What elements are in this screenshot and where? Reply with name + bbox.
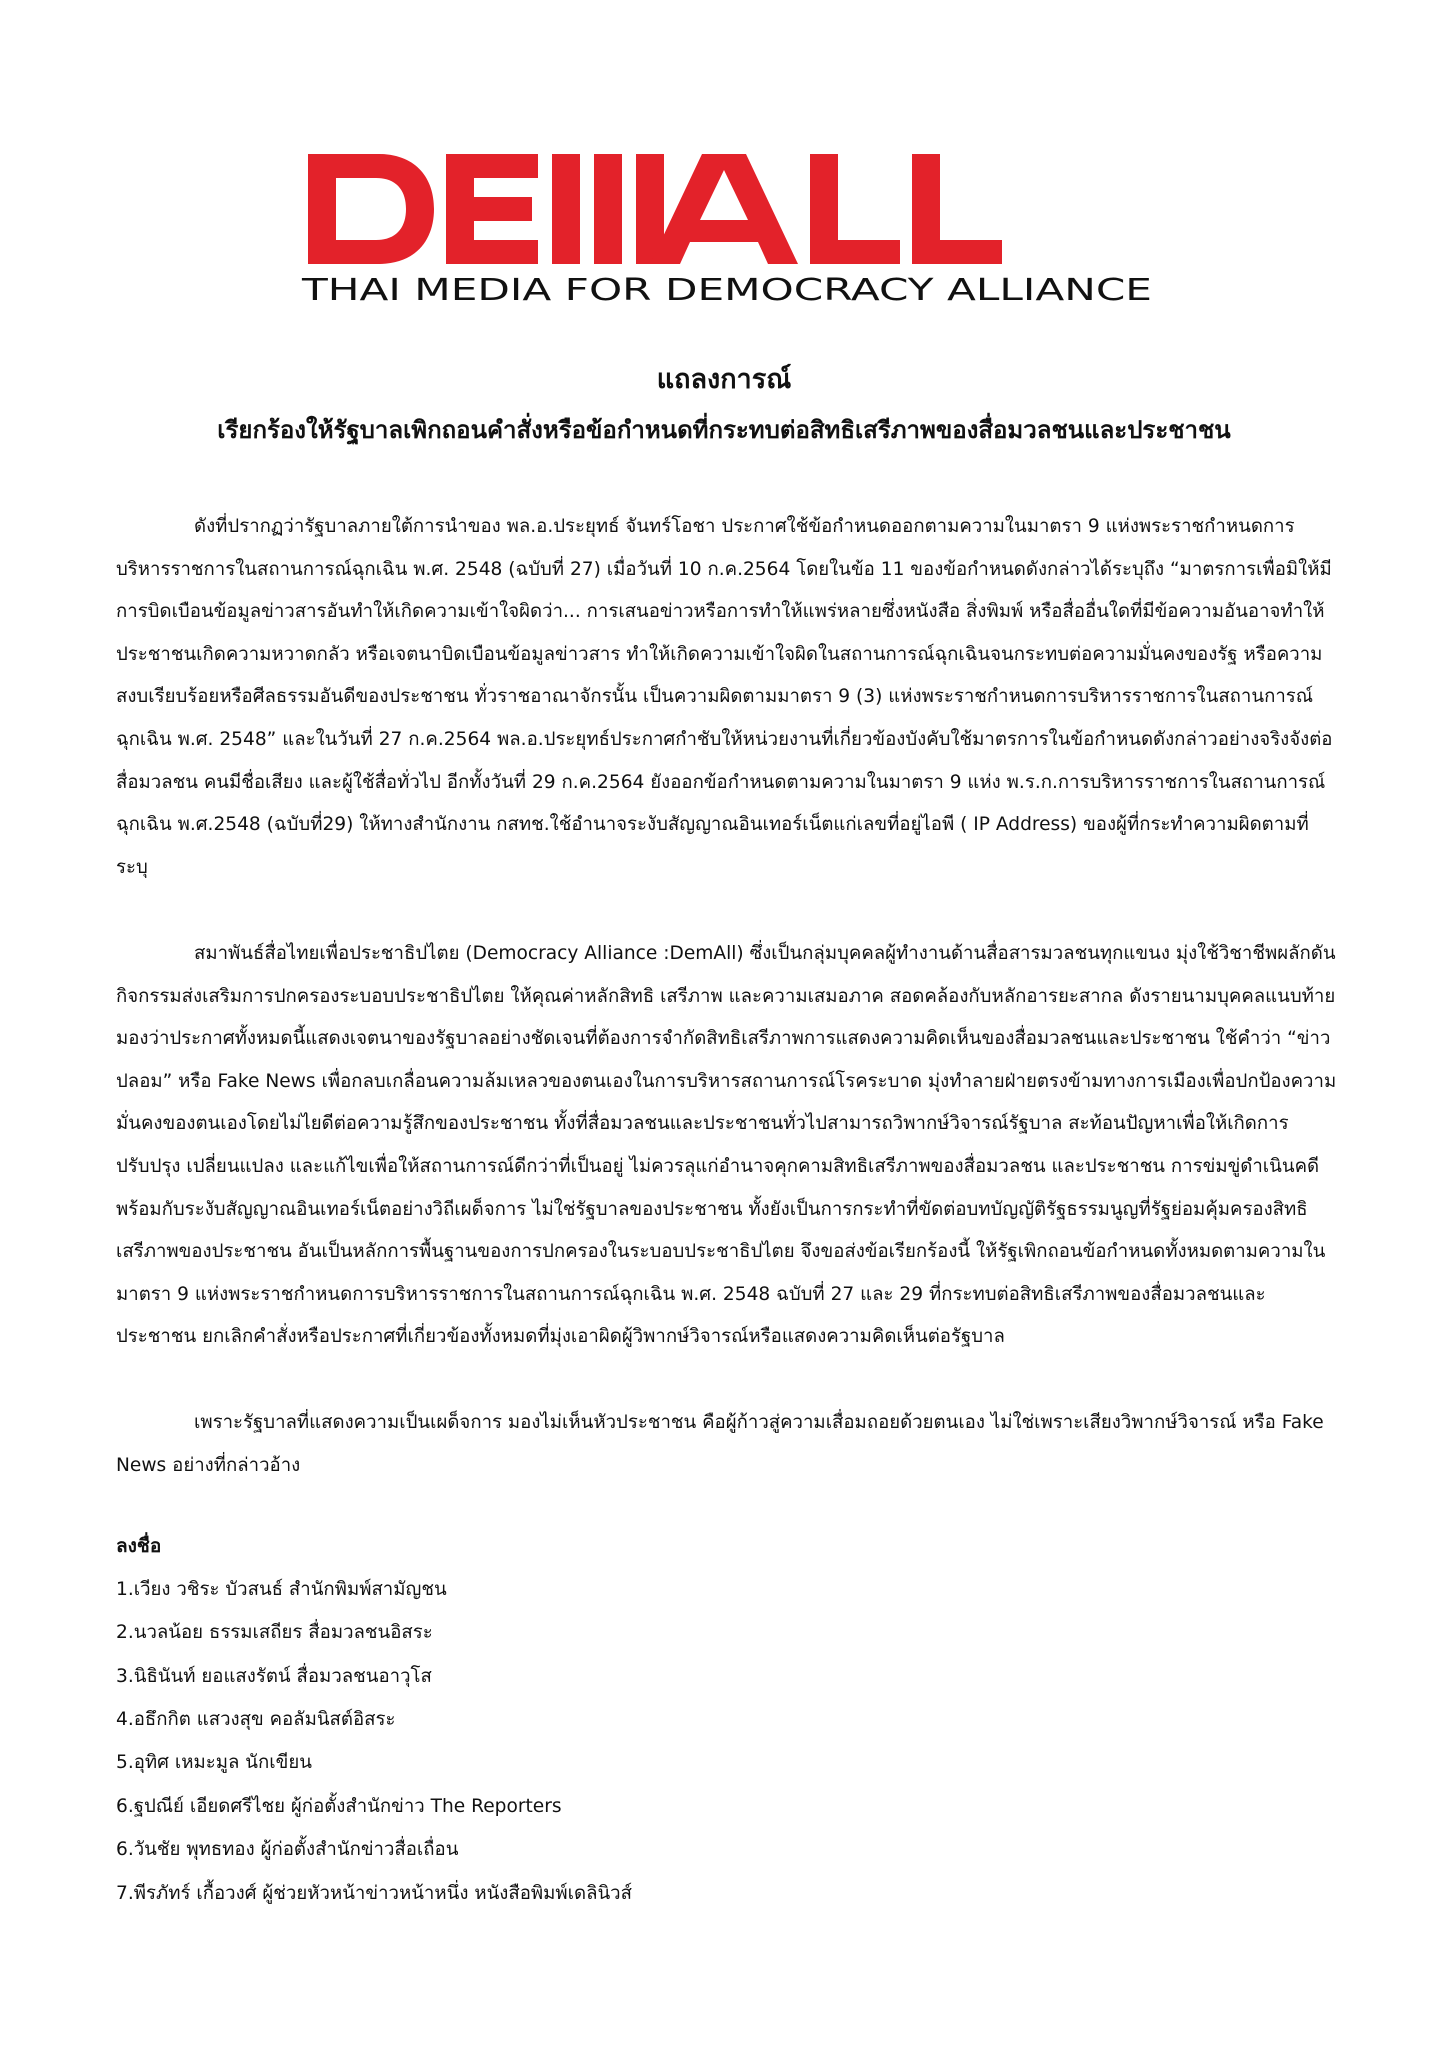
document-title: แถลงการณ์ (656, 364, 792, 395)
logo-letter-m-bar-2 (594, 154, 622, 264)
title-block (0, 360, 1448, 450)
signatory-item: 3.นิธินันท์ ยอแสงรัตน์ สื่อมวลชนอาวุโส (116, 1665, 432, 1687)
logo-graphic (300, 150, 1168, 310)
signatories-heading: ลงชื่อ (116, 1535, 162, 1558)
signatory-item: 2.นวลน้อย ธรรมเสถียร สื่อมวลชนอิสระ (116, 1622, 433, 1644)
document-body (116, 506, 1338, 1915)
signatory-item: 7.พีรภัทร์ เกื้อวงศ์ ผู้ช่วยหัวหน้าข่าวหน้าหนึ่ง หนังสือพิมพ์เดลินิวส์ (116, 1882, 632, 1904)
logo-letter-a (650, 154, 798, 264)
logo-letter-e (446, 154, 538, 264)
paragraph-1-text: ดังที่ปรากฏว่ารัฐบาลภายใต้การนำของ พล.อ.ประยุทธ์ จันทร์โอชา ประกาศใช้ข้อกำหนดออกตามความในมาตรา 9 แห่งพระราชกำหนดการบริหารราชการในสถานการณ์ฉุกเฉิน พ.ศ. 2548 (ฉบับที่ 27) เมื่อวันที่ 10 ก.ค.2564 โดยในข้อ 11 ของข้อกำหนดดังกล่าวได้ระบุถึง “มาตรการเพื่อมิให้มีการบิดเบือนข้อมูลข่าวสารอันทำให้เกิดความเข้าใจผิดว่า... การเสนอข่าวหรือการทำให้แพร่หลายซึ่งหนังสือ สิ่งพิมพ์ หรือสื่ออื่นใดที่มีข้อความอันอาจทำให้ประชาชนเกิดความหวาดกลัว หรือเจตนาบิดเบือนข้อมูลข่าวสาร ทำให้เกิดความเข้าใจผิดในสถานการณ์ฉุกเฉินจนกระทบต่อความมั่นคงของรัฐ หรือความสงบเรียบร้อยหรือศีลธรรมอันดีของประชาชน ทั่วราชอาณาจักรนั้น เป็นความผิดตามมาตรา 9 (3) แห่งพระราชกำหนดการบริหารราชการในสถานการณ์ฉุกเฉิน พ.ศ. 2548” และในวันที่ 27 ก.ค.2564 พล.อ.ประยุทธ์ประกาศกำชับให้หน่วยงานที่เกี่ยวข้องบังคับใช้มาตรการในข้อกำหนดดังกล่าวอย่างจริงจังต่อสื่อมวลชน คนมีชื่อเสียง และผู้ใช้สื่อทั่วไป อีกทั้งวันที่ 29 ก.ค.2564 ยังออกข้อกำหนดตามความในมาตรา 9 แห่ง พ.ร.ก.การบริหารราชการในสถานการณ์ฉุกเฉิน พ.ศ.2548 (ฉบับที่29) ให้ทางสำนักงาน กสทช.ใช้อำนาจระงับสัญญาณอินเทอร์เน็ตแก่เลขที่อยู่ไอพี ( IP Address) ของผู้ที่กระทำความผิดตามที่ระบุ (116, 516, 1333, 878)
logo-wordmark (308, 154, 1002, 264)
signatory-item: 6.วันชัย พุทธทอง ผู้ก่อตั้งสำนักข่าวสื่อเถื่อน (116, 1839, 459, 1861)
paragraph-2 (116, 933, 1338, 1359)
logo-letter-m-bar-1 (552, 154, 580, 264)
logo-letter-l-2 (912, 154, 1002, 264)
logo-tagline: THAI MEDIA FOR DEMOCRACY ALLIANCE (300, 273, 1152, 308)
demall-logo (300, 150, 1168, 310)
paragraph-3-text: เพราะรัฐบาลที่แสดงความเป็นเผด็จการ มองไม่เห็นหัวประชาชน คือผู้ก้าวสู่ความเสื่อมถอยด้วยตนเอง ไม่ใช่เพราะเสียงวิพากษ์วิจารณ์ หรือ Fake News อย่างที่กล่าวอ้าง (116, 1411, 1324, 1476)
signatories-list (116, 1568, 1338, 1915)
signatory-item: 4.อธึกกิต แสวงสุข คอลัมนิสต์อิสระ (116, 1708, 396, 1730)
paragraph-3 (116, 1402, 1338, 1487)
logo-letter-d (308, 154, 434, 264)
document-subtitle: เรียกร้องให้รัฐบาลเพิกถอนคำสั่งหรือข้อกำหนดที่กระทบต่อสิทธิเสรีภาพของสื่อมวลชนและประชาชน (217, 416, 1231, 444)
paragraph-1 (116, 506, 1338, 890)
paragraph-2-text: สมาพันธ์สื่อไทยเพื่อประชาธิปไตย (Democracy Alliance :DemAll) ซึ่งเป็นกลุ่มบุคคลผู้ทำงานด้านสื่อสารมวลชนทุกแขนง มุ่งใช้วิชาชีพผลักดันกิจกรรมส่งเสริมการปกครองระบอบประชาธิปไตย ให้คุณค่าหลักสิทธิ เสรีภาพ และความเสมอภาค สอดคล้องกับหลักอารยะสากล ดังรายนามบุคคลแนบท้าย มองว่าประกาศทั้งหมดนี้แสดงเจตนาของรัฐบาลอย่างชัดเจนที่ต้องการจำกัดสิทธิเสรีภาพการแสดงความคิดเห็นของสื่อมวลชนและประชาชน ใช้คำว่า “ข่าวปลอม” หรือ Fake News เพื่อกลบเกลื่อนความล้มเหลวของตนเองในการบริหารสถานการณ์โรคระบาด มุ่งทำลายฝ่ายตรงข้ามทางการเมืองเพื่อปกป้องความมั่นคงของตนเองโดยไม่ไยดีต่อความรู้สึกของประชาชน ทั้งที่สื่อมวลชนและประชาชนทั่วไปสามารถวิพากษ์วิจารณ์รัฐบาล สะท้อนปัญหาเพื่อให้เกิดการปรับปรุง เปลี่ยนแปลง และแก้ไขเพื่อให้สถานการณ์ดีกว่าที่เป็นอยู่ ไม่ควรลุแก่อำนาจคุกคามสิทธิเสรีภาพของสื่อมวลชน และประชาชน การข่มขู่ดำเนินคดีพร้อมกับระงับสัญญาณอินเทอร์เน็ตอย่างวิถีเผด็จการ ไม่ใช่รัฐบาลของประชาชน ทั้งยังเป็นการกระทำที่ขัดต่อบทบัญญัติรัฐธรรมนูญที่รัฐย่อมคุ้มครองสิทธิเสรีภาพของประชาชน อันเป็นหลักการพื้นฐานของการปกครองในระบอบประชาธิปไตย จึงขอส่งข้อเรียกร้องนี้ ให้รัฐเพิกถอนข้อกำหนดทั้งหมดตามความในมาตรา 9 แห่งพระราชกำหนดการบริหารราชการในสถานการณ์ฉุกเฉิน พ.ศ. 2548 ฉบับที่ 27 และ 29 ที่กระทบต่อสิทธิเสรีภาพของสื่อมวลชนและประชาชน ยกเลิกคำสั่งหรือประกาศที่เกี่ยวข้องทั้งหมดที่มุ่งเอาผิดผู้วิพากษ์วิจารณ์หรือแสดงความคิดเห็นต่อรัฐบาล (116, 943, 1337, 1348)
signatory-item: 1.เวียง วชิระ บัวสนธ์ สำนักพิมพ์สามัญชน (116, 1578, 447, 1600)
signatory-item: 6.ฐปณีย์ เอียดศรีไชย ผู้ก่อตั้งสำนักข่าว The Reporters (116, 1795, 562, 1817)
logo-letter-l-1 (810, 154, 900, 264)
signatory-item: 5.อุทิศ เหมะมูล นักเขียน (116, 1752, 312, 1774)
